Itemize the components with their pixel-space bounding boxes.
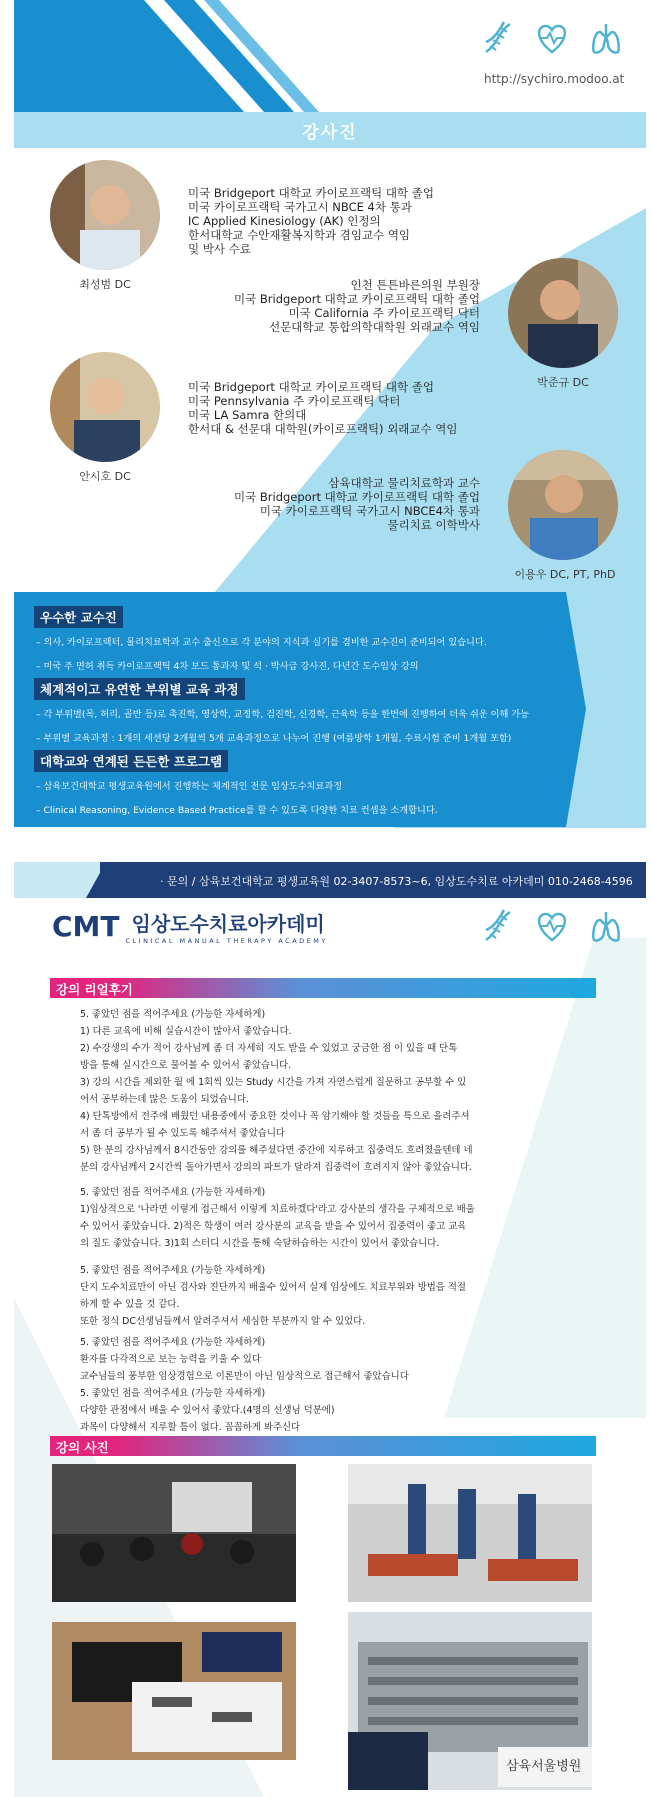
cmt-logo	[52, 908, 328, 945]
bio-line: IC Applied Kinesiology (AK) 인정의	[188, 214, 381, 228]
instructor-bio	[180, 278, 480, 334]
feature-heading	[34, 750, 228, 772]
feature-item: – 부위별 교육과정 : 1개의 세션당 2개월씩 5개 교육과정으로 나누어 진행 (여름방학 1개월, 수료시험 준비 1개월 포함)	[36, 733, 512, 744]
lungs-icon	[586, 18, 626, 58]
page-title: 강사진	[302, 123, 358, 143]
feature-heading	[34, 678, 245, 700]
instructor-name: 박준규 DC	[537, 376, 589, 389]
bio-line: 한서대 & 선문대 대학원(카이로프랙틱) 외래교수 역임	[188, 422, 458, 436]
bio-line: 및 박사 수료	[188, 242, 251, 256]
bio-line: 미국 Bridgeport 대학교 카이로프랙틱 대학 졸업	[234, 490, 480, 504]
cmt-korean-name: 임상도수치료아카데미	[131, 912, 325, 936]
instructor-name: 안시호 DC	[79, 470, 131, 483]
review-line: 5) 한 분의 강사님께서 8시간동안 강의를 해주셨다면 중간에 지루하고 집중력도 흐려졌을텐데 네	[80, 1145, 473, 1156]
review-line: 2) 수강생의 수가 적어 강사님께 좀 더 자세히 지도 받을 수 있었고 궁금한 점 이 있을 때 단톡	[80, 1043, 458, 1054]
review-item	[80, 1385, 520, 1436]
lecture-photo	[52, 1464, 296, 1602]
instructor-photo	[508, 450, 618, 560]
header-icons	[478, 18, 626, 58]
bio-line: 미국 Bridgeport 대학교 카이로프랙틱 대학 졸업	[188, 380, 434, 394]
feature-item: – Clinical Reasoning, Evidence Based Practice를 할 수 있도록 다양한 치료 컨셉을 소개합니다.	[36, 805, 438, 816]
dna-icon	[478, 18, 518, 58]
instructor-photo	[50, 352, 160, 462]
instructor-bio	[180, 476, 480, 532]
review-line: 환자를 다각적으로 보는 능력을 키울 수 있다	[80, 1354, 261, 1365]
review-line: 서 좀 더 공부가 될 수 있도록 해주셔서 좋았습니다	[80, 1128, 285, 1139]
bio-line: 한서대학교 수안재활복지학과 겸임교수 역임	[188, 228, 411, 242]
contact-info: · 문의 / 삼육보건대학교 평생교육원 02-3407-8573~6, 임상도수치료 아카데미 010-2468-4596	[160, 875, 633, 888]
review-line: 1) 다른 교육에 비해 실습시간이 많아서 좋았습니다.	[80, 1026, 292, 1037]
heart-pulse-icon	[532, 906, 572, 946]
review-item	[80, 1334, 520, 1385]
section-icons	[478, 906, 626, 946]
bio-line: 미국 카이로프랙틱 국가고시 NBCE4차 통과	[259, 504, 480, 518]
feature-title: 체계적이고 유연한 부위별 교육 과정	[34, 678, 245, 700]
review-line: 의 질도 좋았습니다. 3)1회 스터디 시간을 통해 숙달하습하는 시간이 있어서 좋았습니다.	[80, 1238, 440, 1249]
review-line: 방을 통해 실시간으로 물어볼 수 있어서 좋았습니다.	[80, 1060, 292, 1071]
review-line: 5. 좋았던 점을 적어주세요 (가능한 자세하게)	[80, 1337, 266, 1348]
heart-pulse-icon	[532, 18, 572, 58]
review-line: 5. 좋았던 점을 적어주세요 (가능한 자세하게)	[80, 1187, 266, 1198]
reviews-header	[50, 978, 596, 998]
instructor-bio	[188, 380, 458, 436]
cmt-english-name: CLINICAL MANUAL THERAPY ACADEMY	[125, 937, 328, 945]
review-item	[80, 1184, 520, 1252]
lungs-icon	[586, 906, 626, 946]
hospital-photo	[348, 1612, 592, 1790]
photos-header	[50, 1436, 596, 1456]
bio-line: 물리치료 이학박사	[387, 518, 480, 532]
review-item	[80, 1006, 520, 1176]
feature-item: – 의사, 카이로프랙터, 물리치료학과 교수 출신으로 각 분야의 지식과 실기를 겸비한 교수진이 준비되어 있습니다.	[36, 637, 487, 648]
dna-icon	[478, 906, 518, 946]
review-line: 또한 정식 DC선생님들께서 알려주셔서 세심한 부분까지 알 수 있었다.	[80, 1316, 366, 1327]
review-line: 교수님들의 풍부한 임상경험으로 이론만이 아닌 임상적으로 접근해서 좋았습니다	[80, 1371, 409, 1382]
review-line: 하게 할 수 있을 것 같다.	[80, 1299, 180, 1310]
photos-title: 강의 사진	[56, 1440, 109, 1455]
lecture-photo	[348, 1464, 592, 1602]
review-line: 3) 강의 시간을 제외한 월 에 1회씩 있는 Study 시간을 가져 자연스럽게 질문하고 공부할 수 있	[80, 1077, 467, 1088]
instructor-photo	[50, 160, 160, 270]
review-line: 단지 도수치료만이 아닌 검사와 진단까지 배울수 있어서 실제 임상에도 치료부위와 방법을 적절	[80, 1282, 466, 1293]
bio-line: 선문대학교 통합의학대학원 외래교수 역임	[269, 320, 480, 334]
review-line: 5. 좋았던 점을 적어주세요 (가능한 자세하게)	[80, 1009, 266, 1020]
review-line: 분의 강사님께서 2시간씩 돌아가면서 강의의 파트가 달라져 집중력이 흐려지지 않아 좋았습니다.	[80, 1162, 472, 1173]
bio-line: 미국 Bridgeport 대학교 카이로프랙틱 대학 졸업	[234, 292, 480, 306]
feature-item: – 삼육보건대학교 평생교육원에서 진행하는 체계적인 전문 임상도수치료과정	[36, 781, 343, 792]
instructor-bio	[188, 186, 434, 256]
hospital-sign: 삼육서울병원	[506, 1759, 582, 1774]
review-line: 5. 좋았던 점을 적어주세요 (가능한 자세하게)	[80, 1265, 266, 1276]
instructor-name: 이용우 DC, PT, PhD	[514, 568, 616, 581]
feature-title: 우수한 교수진	[34, 606, 123, 628]
review-item	[80, 1262, 520, 1330]
contact-bar	[100, 862, 646, 898]
review-line: 4) 단톡방에서 전주에 배웠던 내용중에서 중요한 것이나 꼭 암기해야 할 것들을 특으로 올려주셔	[80, 1111, 470, 1122]
review-line: 1)임상적으로 '나라면 이렇게 접근해서 이렇게 치료하겠다'라고 강사분의 생각을 구체적으로 배울	[80, 1204, 475, 1215]
feature-heading	[34, 606, 123, 628]
title-bar	[14, 112, 646, 148]
bio-line: 미국 카이로프랙틱 국가고시 NBCE 4차 통과	[188, 200, 412, 214]
website-url[interactable]: http://sychiro.modoo.at	[484, 72, 625, 86]
features-arrow	[566, 592, 586, 827]
review-line: 다양한 관점에서 배울 수 있어서 좋았다.(4명의 선생님 덕분에)	[80, 1405, 335, 1416]
bio-line: 미국 LA Samra 한의대	[188, 408, 307, 422]
cmt-letters: CMT	[52, 910, 120, 943]
review-line: 과목이 다양해서 지루할 틈이 없다. 꼼꼼하게 봐주신다	[80, 1422, 301, 1433]
review-line: 어서 공부하는데 많은 도움이 되었습니다.	[80, 1094, 249, 1105]
bio-line: 인천 튼튼바른의원 부원장	[350, 278, 480, 292]
bio-line: 미국 Bridgeport 대학교 카이로프랙틱 대학 졸업	[188, 186, 434, 200]
instructor-name: 최성범 DC	[79, 278, 131, 291]
feature-item: – 미국 주 면허 취득 카이로프랙틱 4차 보드 통과자 및 석 · 박사급 강사진, 다년간 도수임상 강의	[36, 661, 419, 672]
review-line: 수 있어서 좋았습니다. 2)적은 학생이 여러 강사분의 교육을 받을 수 있어서 집중력이 좋고 교육	[80, 1221, 467, 1232]
lecture-photo	[52, 1622, 296, 1760]
bio-line: 미국 Pennsylvania 주 카이로프랙틱 닥터	[188, 394, 401, 408]
instructor-photo	[508, 258, 618, 368]
bio-line: 삼육대학교 물리치료학과 교수	[328, 476, 480, 490]
bio-line: 미국 California 주 카이로프랙틱 닥터	[288, 306, 480, 320]
reviews-title: 강의 리얼후기	[56, 982, 133, 997]
feature-item: – 각 부위별(목, 허리, 골반 등)로 촉진학, 영상학, 교정학, 검진학, 신경학, 근육학 등을 한번에 진행하여 더욱 쉬운 이해 가능	[36, 709, 530, 720]
feature-title: 대학교와 연계된 든든한 프로그램	[34, 750, 228, 772]
review-line: 5. 좋았던 점을 적어주세요 (가능한 자세하게)	[80, 1388, 266, 1399]
